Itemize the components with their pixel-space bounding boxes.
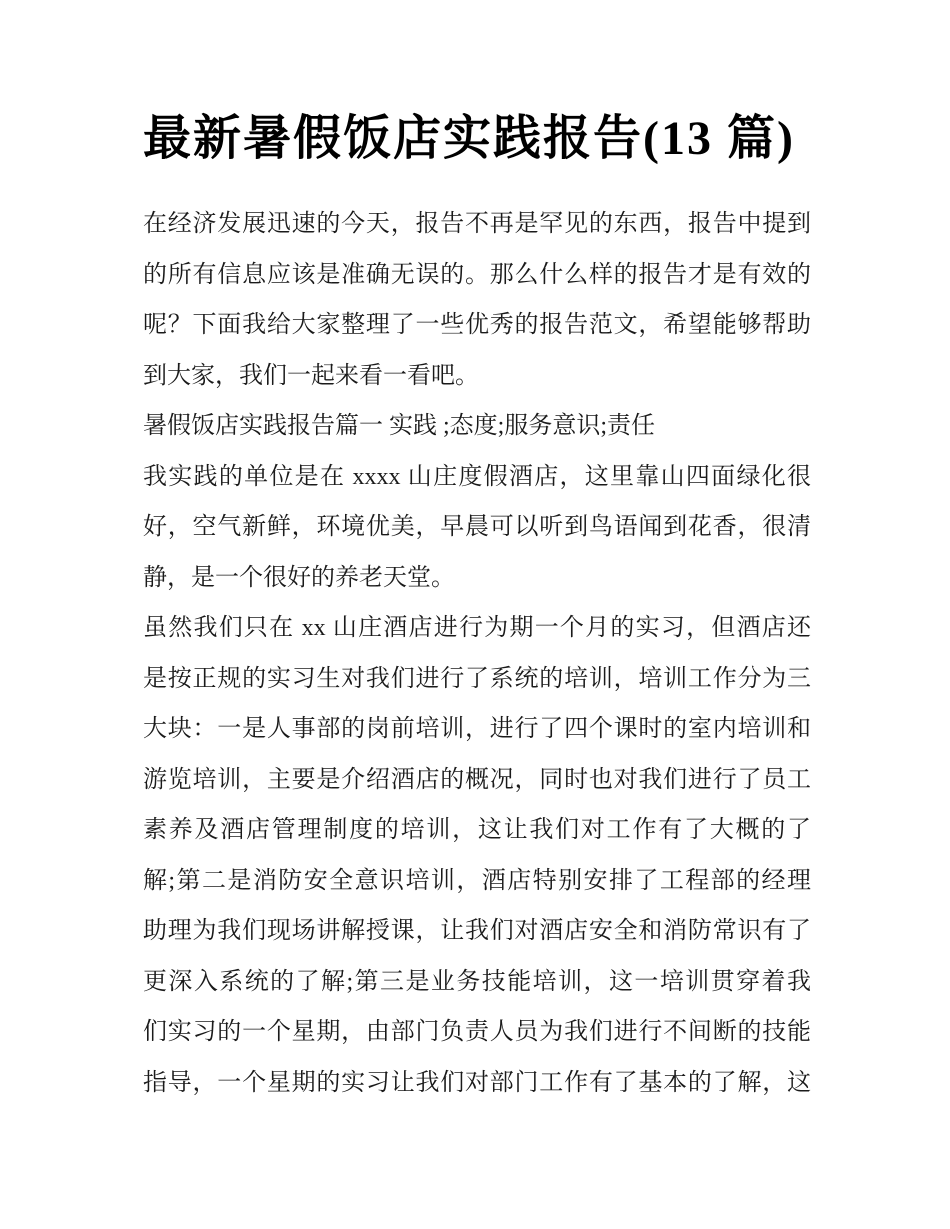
section-heading-line: 暑假饭店实践报告篇一 实践 ;态度;服务意识;责任 xyxy=(143,413,656,439)
text-line: 到大家，我们一起来看一看吧。 xyxy=(143,362,479,389)
text-line: 是按正规的实习生对我们进行了系统的培训，培训工作分为三 xyxy=(143,665,811,692)
text-line: 呢？下面我给大家整理了一些优秀的报告范文，希望能够帮助 xyxy=(143,312,811,338)
text-line: 游览培训，主要是介绍酒店的概况，同时也对我们进行了员工 xyxy=(143,766,811,793)
text-line: 们实习的一个星期，由部门负责人员为我们进行不间断的技能 xyxy=(143,1019,811,1045)
text-line: 指导，一个星期的实习让我们对部门工作有了基本的了解，这 xyxy=(143,1069,811,1096)
text-line: 在经济发展迅速的今天，报告不再是罕见的东西，报告中提到 xyxy=(143,211,811,237)
text-line: 助理为我们现场讲解授课，让我们对酒店安全和消防常识有了 xyxy=(143,918,811,944)
document-title: 最新暑假饭店实践报告(13 篇) xyxy=(143,112,795,165)
text-line: 我实践的单位是在 xxxx 山庄度假酒店，这里靠山四面绿化很 xyxy=(143,463,811,490)
text-line: 素养及酒店管理制度的培训，这让我们对工作有了大概的了 xyxy=(143,817,811,843)
text-line: 大块：一是人事部的岗前培训，进行了四个课时的室内培训和 xyxy=(143,716,811,742)
text-line: 虽然我们只在 xx 山庄酒店进行为期一个月的实习，但酒店还 xyxy=(143,615,811,641)
text-line: 更深入系统的了解;第三是业务技能培训，这一培训贯穿着我 xyxy=(143,968,811,995)
text-line: 好，空气新鲜，环境优美，早晨可以听到鸟语闻到花香，很清 xyxy=(143,514,811,540)
text-line: 解;第二是消防安全意识培训，酒店特别安排了工程部的经理 xyxy=(143,867,811,894)
text-line: 静，是一个很好的养老天堂。 xyxy=(143,564,455,591)
text-line: 的所有信息应该是准确无误的。那么什么样的报告才是有效的 xyxy=(143,261,811,288)
document-body xyxy=(143,199,811,1108)
